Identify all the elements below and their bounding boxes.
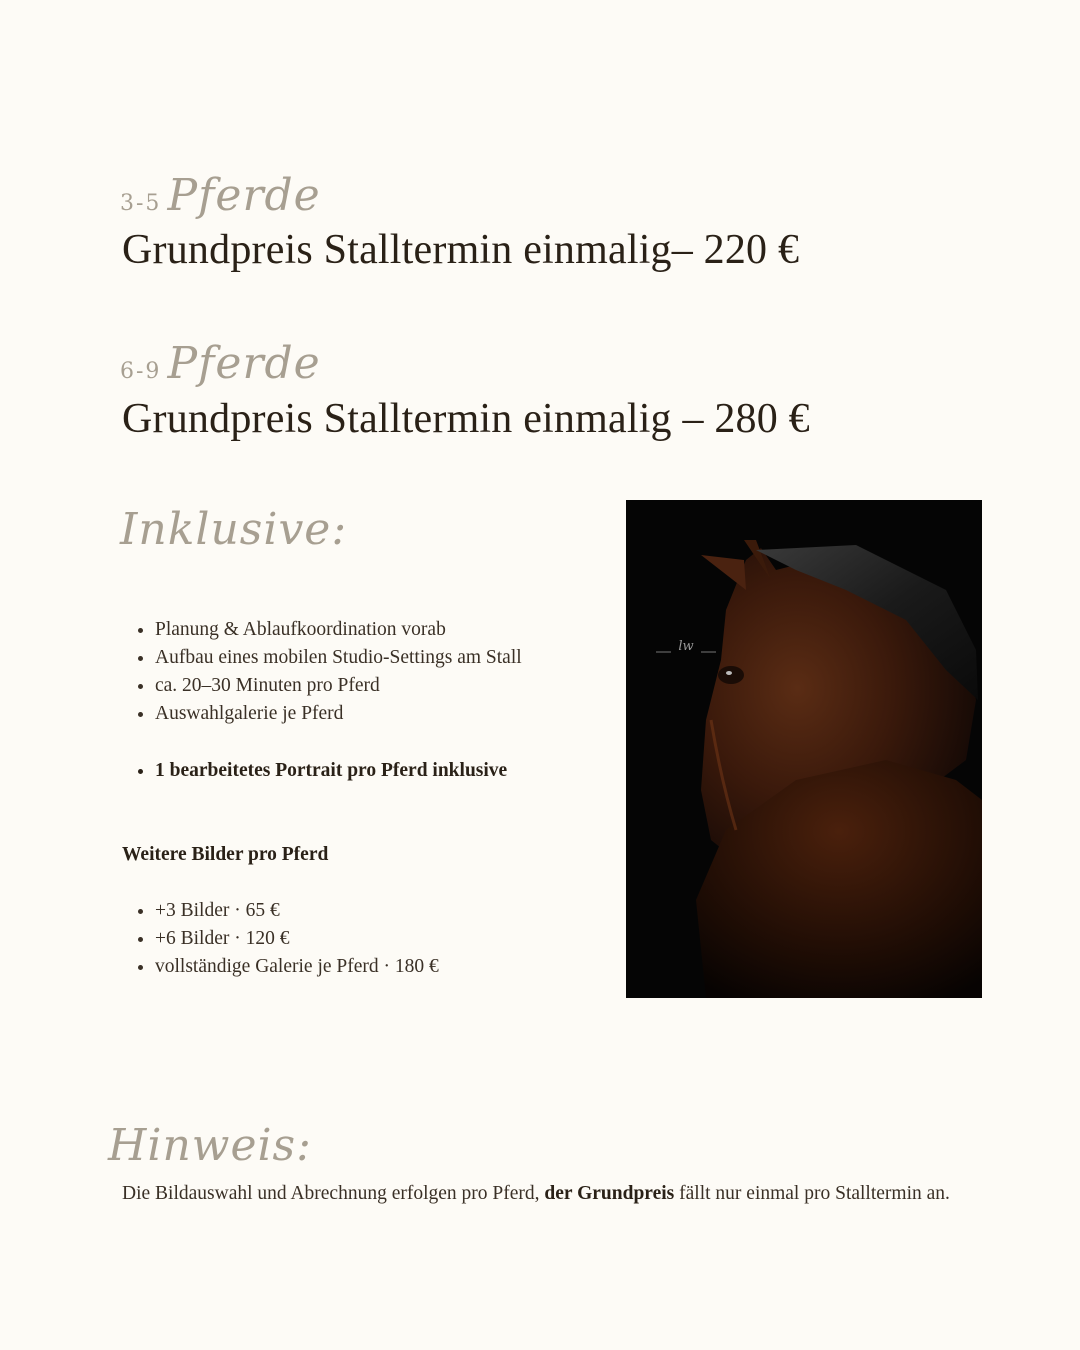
tier2-range: 6-9 [120,359,162,384]
list-item: • vollständige Galerie je Pferd · 180 € [155,953,439,981]
tier1-range: 3-5 [120,191,162,216]
extra-list [135,897,439,981]
list-item-highlight: • 1 bearbeitetes Portrait pro Pferd inklusive [155,757,507,785]
list-item: • Aufbau eines mobilen Studio-Settings am Stall [155,644,522,672]
note-heading: Hinweis: [108,1120,312,1171]
list-item: • ca. 20–30 Minuten pro Pferd [155,672,522,700]
tier1-label: Pferde [167,170,321,221]
tier1-price-title: Grundpreis Stalltermin einmalig– 220 € [122,227,800,273]
list-item: • +3 Bilder · 65 € [155,897,439,925]
tier2-script-label [120,338,321,389]
inclusive-highlight-list [135,757,507,785]
note-text [122,1180,1042,1207]
tier2-price-title: Grundpreis Stalltermin einmalig – 280 € [122,396,810,442]
horse-portrait-image [626,500,982,998]
extra-heading: Weitere Bilder pro Pferd [122,844,329,865]
note-text-bold: der Grundpreis [544,1183,675,1204]
note-text-before: Die Bildauswahl und Abrechnung erfolgen pro Pferd, [122,1183,545,1204]
inclusive-heading: Inklusive: [120,504,348,555]
note-text-after: fällt nur einmal pro Stalltermin an. [674,1183,950,1204]
watermark-text: lw [678,639,694,654]
tier1-script-label [120,170,321,221]
tier2-label: Pferde [167,338,321,389]
list-item: • +6 Bilder · 120 € [155,925,439,953]
inclusive-list [135,616,522,728]
list-item: • Planung & Ablaufkoordination vorab [155,616,522,644]
list-item: • Auswahlgalerie je Pferd [155,700,522,728]
horse-illustration [626,500,982,998]
